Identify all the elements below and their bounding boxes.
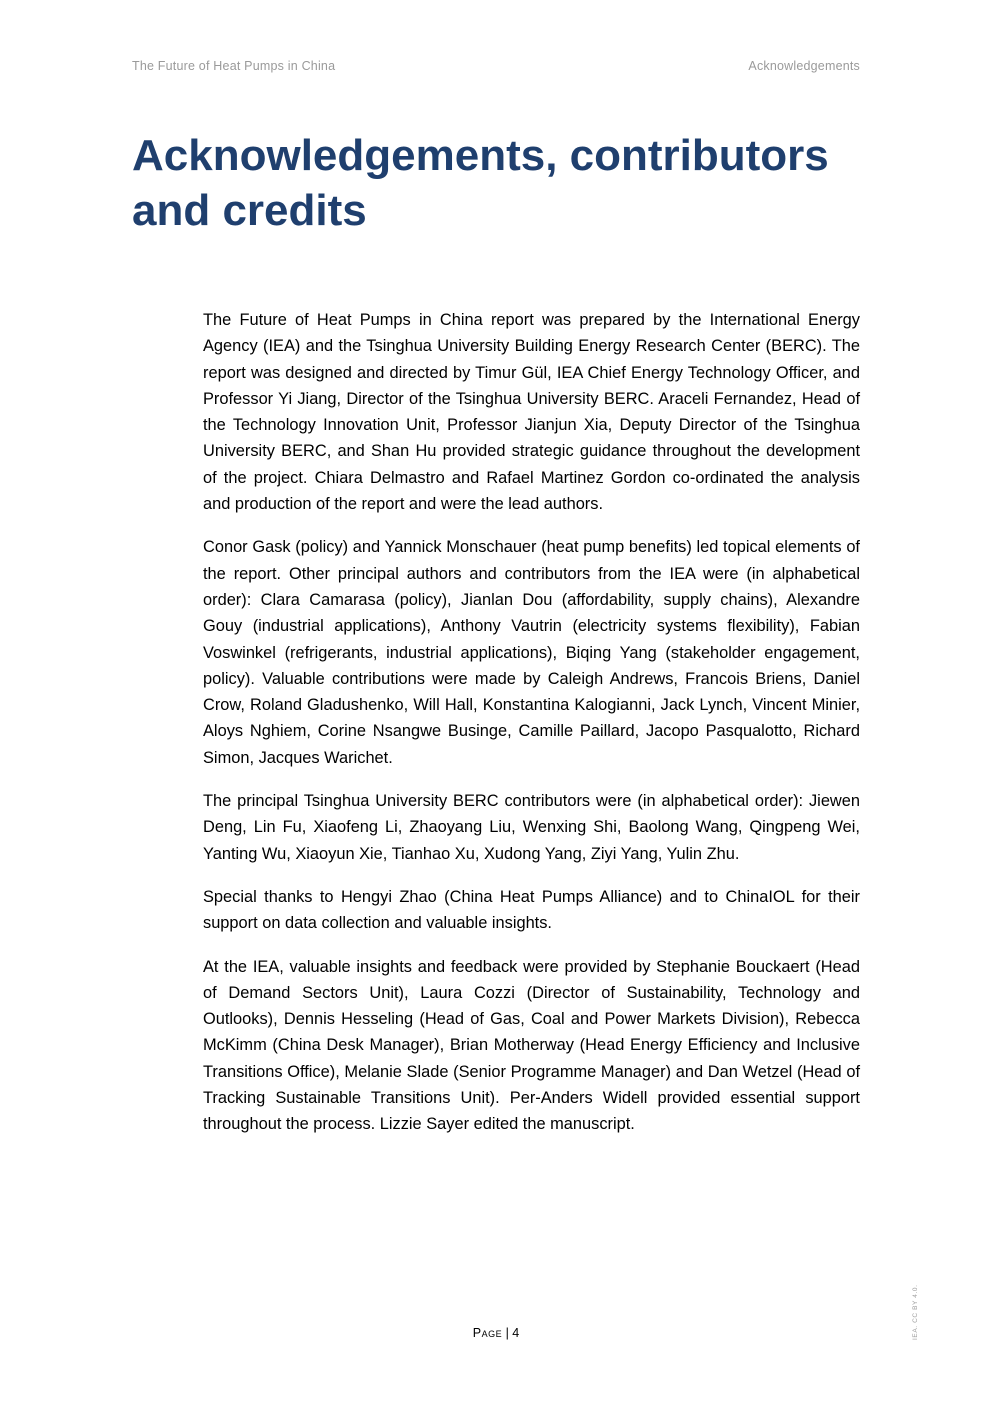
page-footer: [0, 1326, 992, 1340]
paragraph-3: The principal Tsinghua University BERC contributors were (in alphabetical order): Jiewen Deng, Lin Fu, Xiaofeng Li, Zhaoyang Liu, Wenxing Shi, Baolong Wang, Qingpeng Wei, Yanting Wu, Xiaoyun Xie, Tianhao Xu, Xudong Yang, Ziyi Yang, Yulin Zhu.: [203, 792, 860, 863]
page-label: Page: [472, 1326, 503, 1340]
license-note: IEA. CC BY 4.0.: [912, 1284, 919, 1340]
running-header-doc-title: The Future of Heat Pumps in China: [132, 59, 336, 73]
running-header-section: Acknowledgements: [748, 59, 860, 73]
paragraph-4: Special thanks to Hengyi Zhao (China Heat Pumps Alliance) and to ChinaIOL for their support on data collection and valuable insights.: [203, 887, 860, 933]
paragraph-5: At the IEA, valuable insights and feedback were provided by Stephanie Bouckaert (Head of Demand Sectors Unit), Laura Cozzi (Director of Sustainability, Technology and Outlooks), Dennis Hesseling (Head of Gas, Coal and Power Markets Division), Rebecca McKimm (China Desk Manager), Brian Motherway (Head Energy Efficiency and Inclusive Transitions Office), Melanie Slade (Senior Programme Manager) and Dan Wetzel (Head of Tracking Sustainable Transitions Unit). Per-Anders Widell provided essential support throughout the process. Lizzie Sayer edited the manuscript.: [203, 957, 860, 1134]
paragraph-1: The Future of Heat Pumps in China report was prepared by the International Energy Agency (IEA) and the Tsinghua University Building Energy Research Center (BERC). The report was designed and directed by Timur Gül, IEA Chief Energy Technology Officer, and Professor Yi Jiang, Director of the Tsinghua University BERC. Araceli Fernandez, Head of the Technology Innovation Unit, Professor Jianjun Xia, Deputy Director of the Tsinghua University BERC, and Shan Hu provided strategic guidance throughout the development of the project. Chiara Delmastro and Rafael Martinez Gordon co-ordinated the analysis and production of the report and were the lead authors.: [203, 311, 860, 514]
body-text: [203, 307, 860, 1155]
paragraph-2: Conor Gask (policy) and Yannick Monschauer (heat pump benefits) led topical elements of the report. Other principal authors and contributors from the IEA were (in alphabetical order): Clara Camarasa (policy), Jianlan Dou (affordability, supply chains), Alexandre Gouy (industrial applications), Anthony Vautrin (electricity systems flexibility), Fabian Voswinkel (refrigerants, industrial applications), Biqing Yang (stakeholder engagement, policy). Valuable contributions were made by Caleigh Andrews, Francois Briens, Daniel Crow, Roland Gladushenko, Will Hall, Konstantina Kalogianni, Jack Lynch, Vincent Minier, Aloys Nghiem, Corine Nsangwe Businge, Camille Paillard, Jacopo Pasqualotto, Richard Simon, Jacques Warichet.: [203, 538, 860, 767]
page-title: Acknowledgements, contributors and credits: [132, 131, 829, 235]
page-separator: |: [502, 1326, 513, 1340]
page-number: 4: [512, 1326, 520, 1340]
